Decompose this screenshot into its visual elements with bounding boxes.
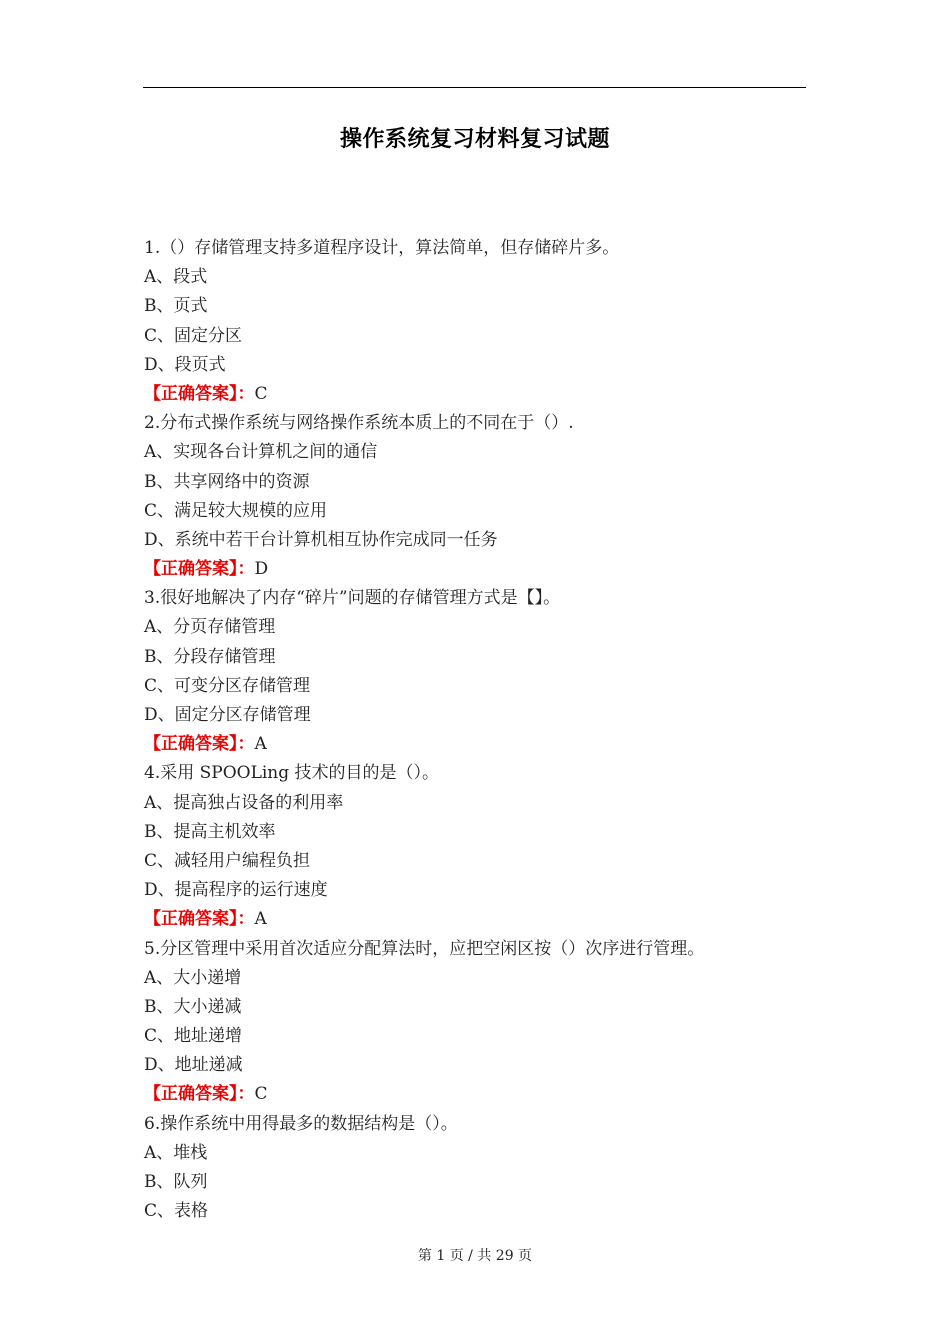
option-a: A、提高独占设备的利用率 — [144, 792, 344, 813]
answer-line — [144, 1080, 824, 1109]
answer-value: A — [254, 909, 267, 930]
question-stem: 5.分区管理中采用首次适应分配算法时，应把空闲区按（）次序进行管理。 — [144, 938, 705, 959]
header-rule — [143, 87, 806, 88]
document-title: 操作系统复习材料复习试题 — [339, 127, 610, 152]
answer-label: 【正确答案】： — [144, 734, 255, 755]
question-list — [144, 234, 824, 1226]
option-b: B、页式 — [144, 296, 208, 317]
option-d: D、系统中若干台计算机相互协作完成同一任务 — [144, 529, 498, 550]
answer-value: C — [254, 1084, 268, 1105]
option-b: B、队列 — [144, 1172, 208, 1192]
question-stem: 2.分布式操作系统与网络操作系统本质上的不同在于（）. — [144, 413, 574, 434]
question-stem: 1.（）存储管理支持多道程序设计，算法简单，但存储碎片多。 — [144, 238, 620, 258]
option-d: D、地址递减 — [144, 1055, 243, 1076]
option-a: A、实现各台计算机之间的通信 — [144, 442, 378, 463]
option-a: A、段式 — [144, 267, 208, 288]
option-b: B、大小递减 — [144, 996, 242, 1017]
option-d: D、固定分区存储管理 — [144, 705, 311, 725]
option-d: D、段页式 — [144, 354, 226, 375]
option-c: C、表格 — [144, 1201, 209, 1222]
answer-line — [144, 905, 824, 934]
option-d: D、提高程序的运行速度 — [144, 880, 328, 901]
answer-label: 【正确答案】： — [144, 1084, 255, 1105]
option-c: C、满足较大规模的应用 — [144, 500, 328, 521]
answer-label: 【正确答案】： — [144, 383, 255, 404]
question-stem: 6.操作系统中用得最多的数据结构是（）。 — [144, 1113, 458, 1134]
answer-line — [144, 380, 824, 409]
option-b: B、分段存储管理 — [144, 646, 276, 667]
option-c: C、可变分区存储管理 — [144, 675, 311, 696]
answer-line — [144, 730, 824, 759]
answer-value: A — [254, 734, 267, 755]
option-c: C、减轻用户编程负担 — [144, 850, 311, 871]
option-c: C、固定分区 — [144, 325, 243, 346]
question-stem: 4.采用 SPOOLing 技术的目的是（）。 — [144, 763, 440, 784]
answer-line — [144, 555, 824, 584]
option-a: A、大小递增 — [144, 967, 242, 988]
answer-label: 【正确答案】： — [144, 909, 255, 930]
option-b: B、共享网络中的资源 — [144, 471, 310, 492]
option-a: A、分页存储管理 — [144, 617, 276, 638]
answer-label: 【正确答案】： — [144, 559, 255, 580]
option-a: A、堆栈 — [144, 1142, 208, 1163]
option-c: C、地址递增 — [144, 1026, 243, 1047]
answer-value: D — [254, 559, 269, 580]
answer-value: C — [254, 383, 268, 404]
option-b: B、提高主机效率 — [144, 821, 276, 842]
question-stem: 3.很好地解决了内存“碎片”问题的存储管理方式是【】。 — [144, 588, 561, 609]
page-footer: 第 1 页 / 共 29 页 — [417, 1248, 533, 1264]
